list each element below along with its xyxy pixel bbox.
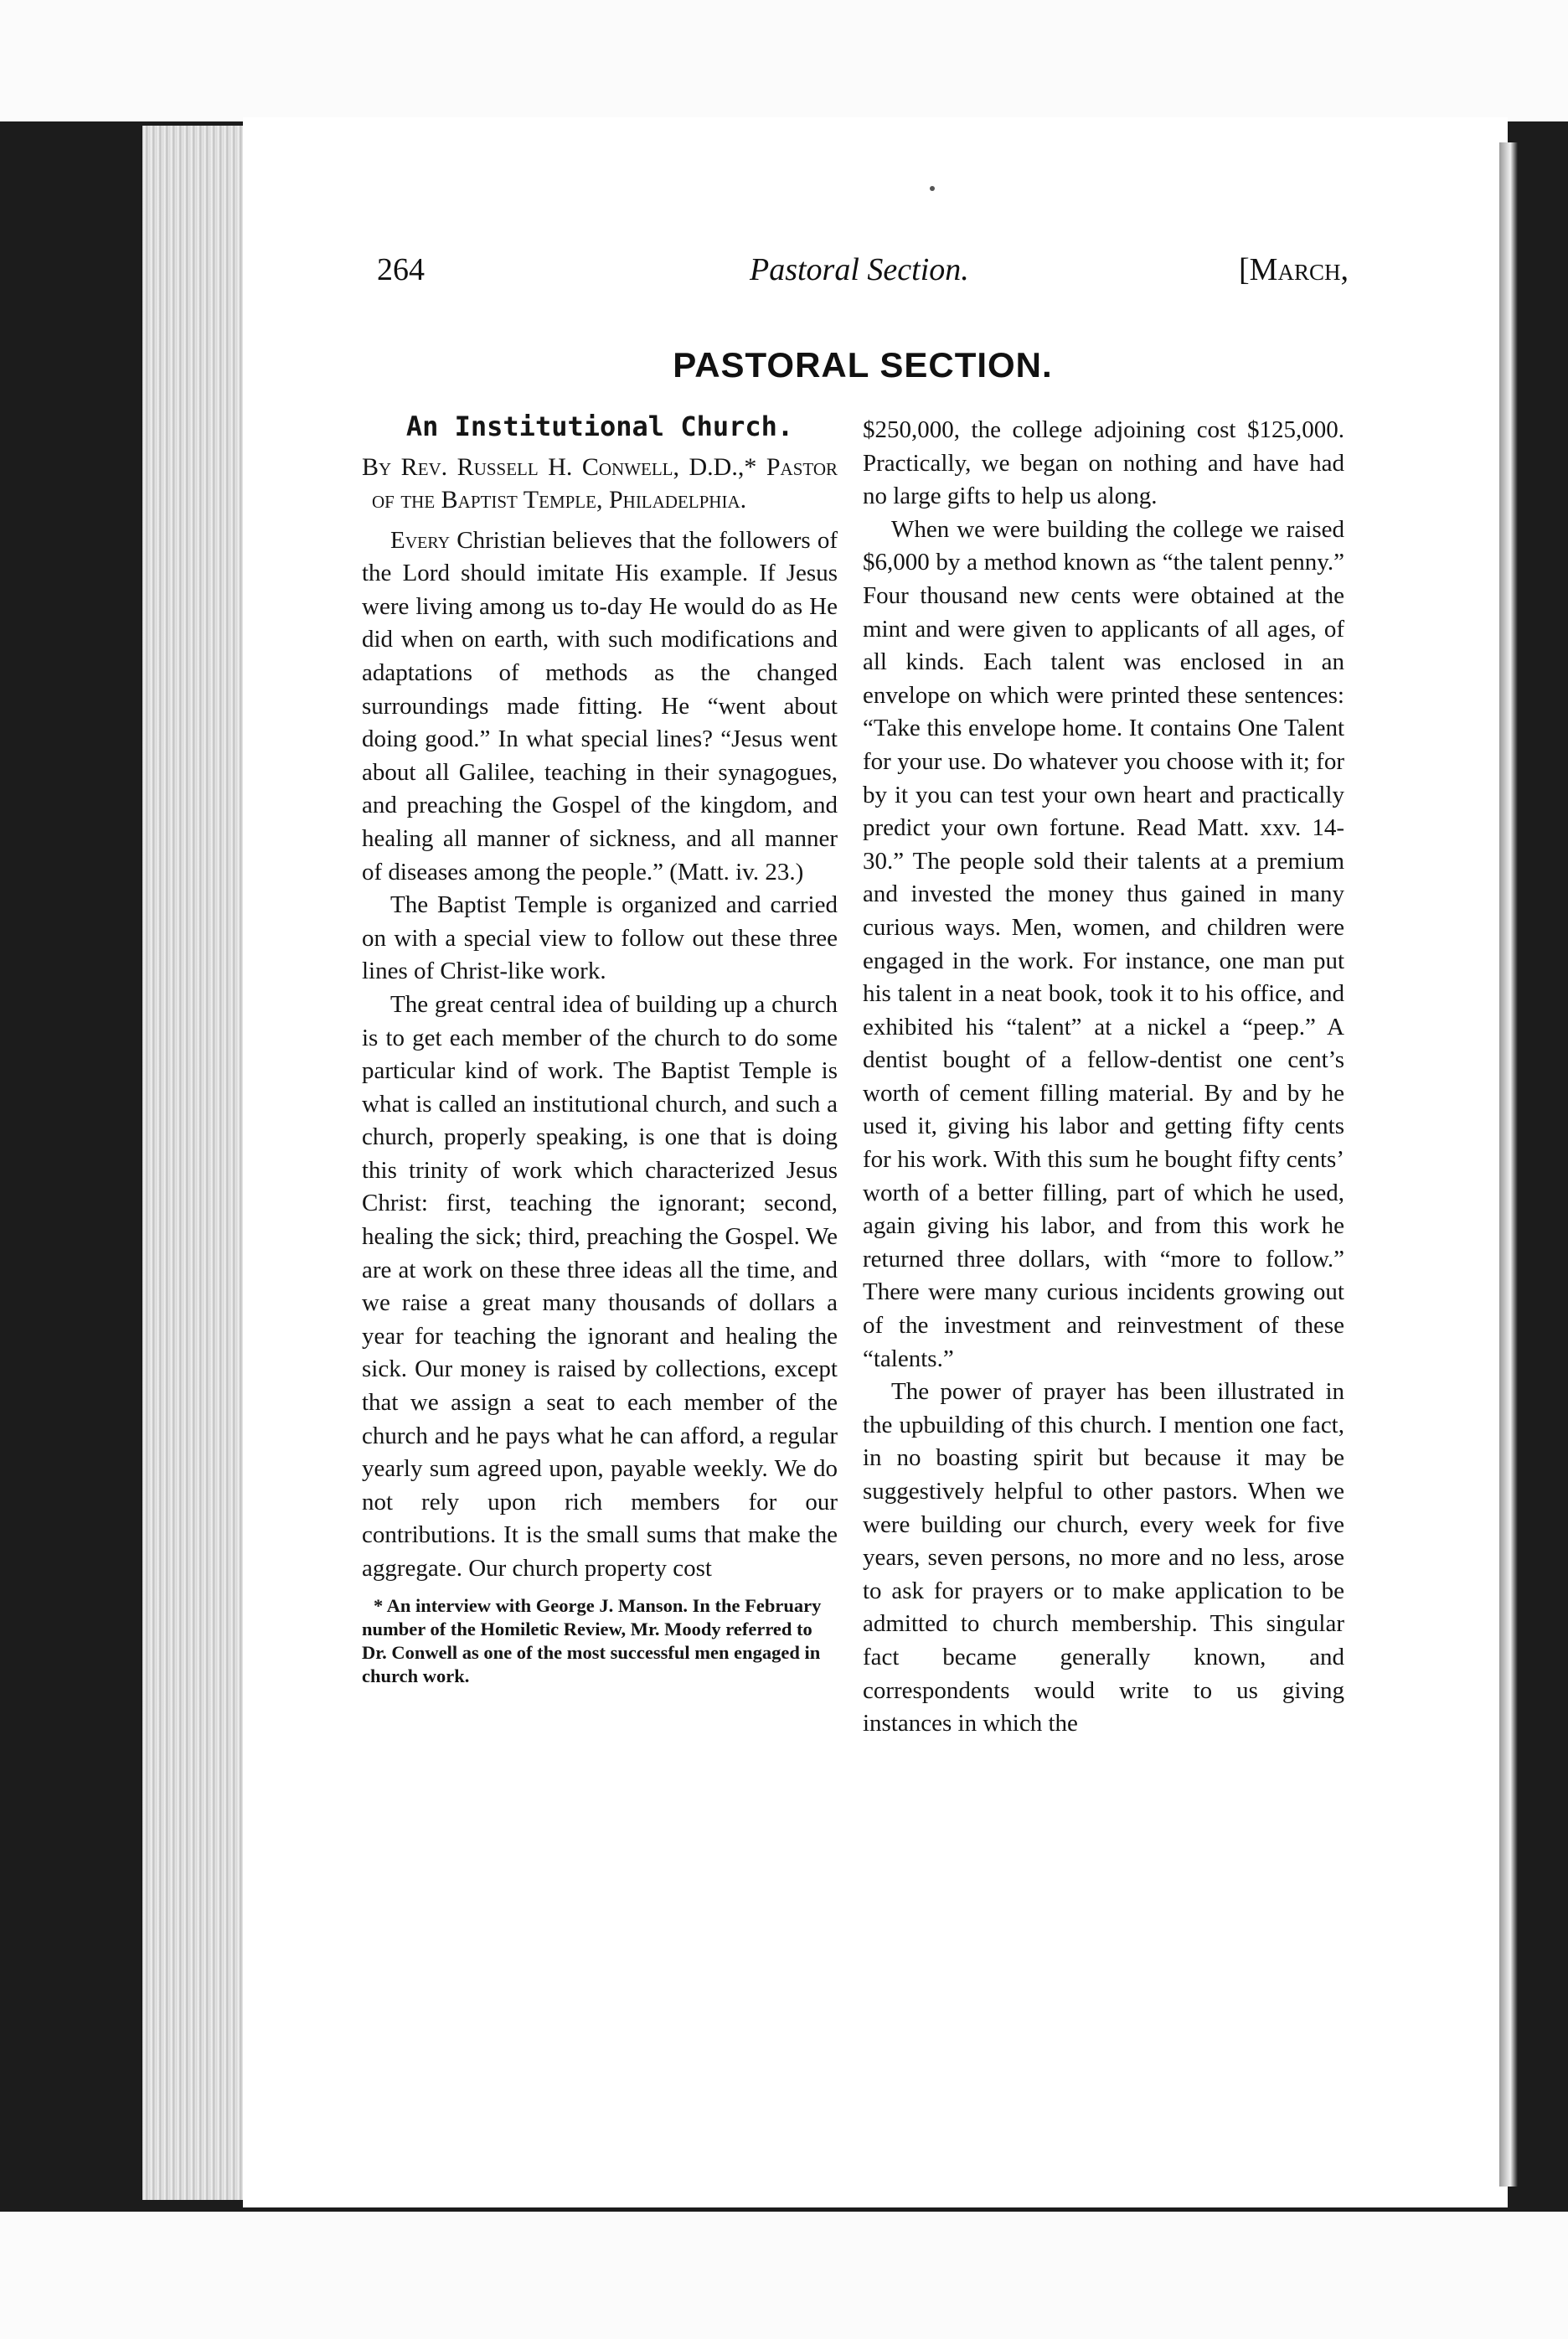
page-number: 264 [377,252,425,287]
running-title: Pastoral Section. [750,252,969,287]
right-column [863,414,1344,1741]
paragraph: The great central idea of building up a church is to get each member of the church to do some particular kind of work. The Baptist Temple is what is called an institutional church, and such a church, properly speaking, is one that is doing this trinity of work which characterized Jesus Christ: first, teaching the ignorant; second, healing the sick; third, preaching the Gospel. We are at work on these three ideas all the time, and we raise a great many thousands of dollars a year for teaching the ignorant and healing the sick. Our money is raised by collections, except that we assign a seat to each member of the church and he pays what he can afford, a regular yearly sum agreed upon, payable weekly. We do not rely upon rich members for our contributions. It is the small sums that make the aggregate. Our church property cost [362,990,838,1582]
footnote: * An interview with George J. Manson. In the February number of the Homiletic Review, Mr. Moody referred to Dr. Conwell as one of the most successful men engaged in church work. [362,1594,822,1686]
byline: By Rev. Russell H. Conwell, D.D.,* Pastor of the Baptist Temple, Philadelphia. [362,452,838,514]
facing-page-edge [1499,142,1518,2187]
drop-words: Every [390,526,451,554]
section-title: PASTORAL SECTION. [673,345,1053,385]
page-edges [142,126,247,2200]
paragraph-text: Christian believes that the followers of the Lord should imitate His example. If Jesus were living among us to-day He would do as He did when on earth, with such modifications and adaptations of methods as the changed surroundings made fitting. He “went about doing good.” In what special lines? “Jesus went about all Galilee, teaching in their synagogues, and preaching the Gospel of the kingdom, and healing all manner of sickness, and all manner of diseases among the people.” (Matt. iv. 23.) [362,526,838,886]
article-title: An Institutional Church. [405,410,794,442]
running-date: [March, [1239,252,1349,287]
running-head [377,251,1349,293]
paragraph [362,524,838,890]
paragraph: $250,000, the college adjoining cost $125,000. Practically, we began on nothing and have had no large gifts to help us along. [863,416,1344,510]
paragraph: The Baptist Temple is organized and carried on with a special view to follow out these three lines of Christ-like work. [362,891,838,985]
speck-mark [930,186,935,191]
left-column [362,410,838,1688]
paragraph: The power of prayer has been illustrated in the upbuilding of this church. I mention one fact, in no boasting spirit but because it may be suggestively helpful to other pastors. When we were building our church, every week for five years, seven persons, no more and no less, arose to ask for prayers or to make application to be admitted to church membership. This singular fact became generally known, and correspondents would write to us giving instances in which the [863,1378,1344,1737]
paragraph: When we were building the college we raised $6,000 by a method known as “the talent penny.” Four thousand new cents were obtained at the mint and were given to applicants of all ages, of all kinds. Each talent was enclosed in an envelope on which were printed these sentences: “Take this envelope home. It contains One Talent for your use. Do whatever you choose with it; for by it you can test your own heart and practically predict your own fortune. Read Matt. xxv. 14-30.” The people sold their talents at a premium and invested the money thus gained in many curious ways. Men, women, and children were engaged in the work. For instance, one man put his talent in a neat book, took it to his office, and exhibited his “talent” at a nickel a “peep.” A dentist bought of a fellow-dentist one cent’s worth of cement filling material. By and by he used it, giving his labor and getting fifty cents for his work. With this sum he bought fifty cents’ worth of a better filling, part of which he used, again giving his labor, and from this work he returned three dollars, with “more to follow.” There were many curious incidents growing out of the investment and reinvestment of these “talents.” [863,515,1344,1372]
